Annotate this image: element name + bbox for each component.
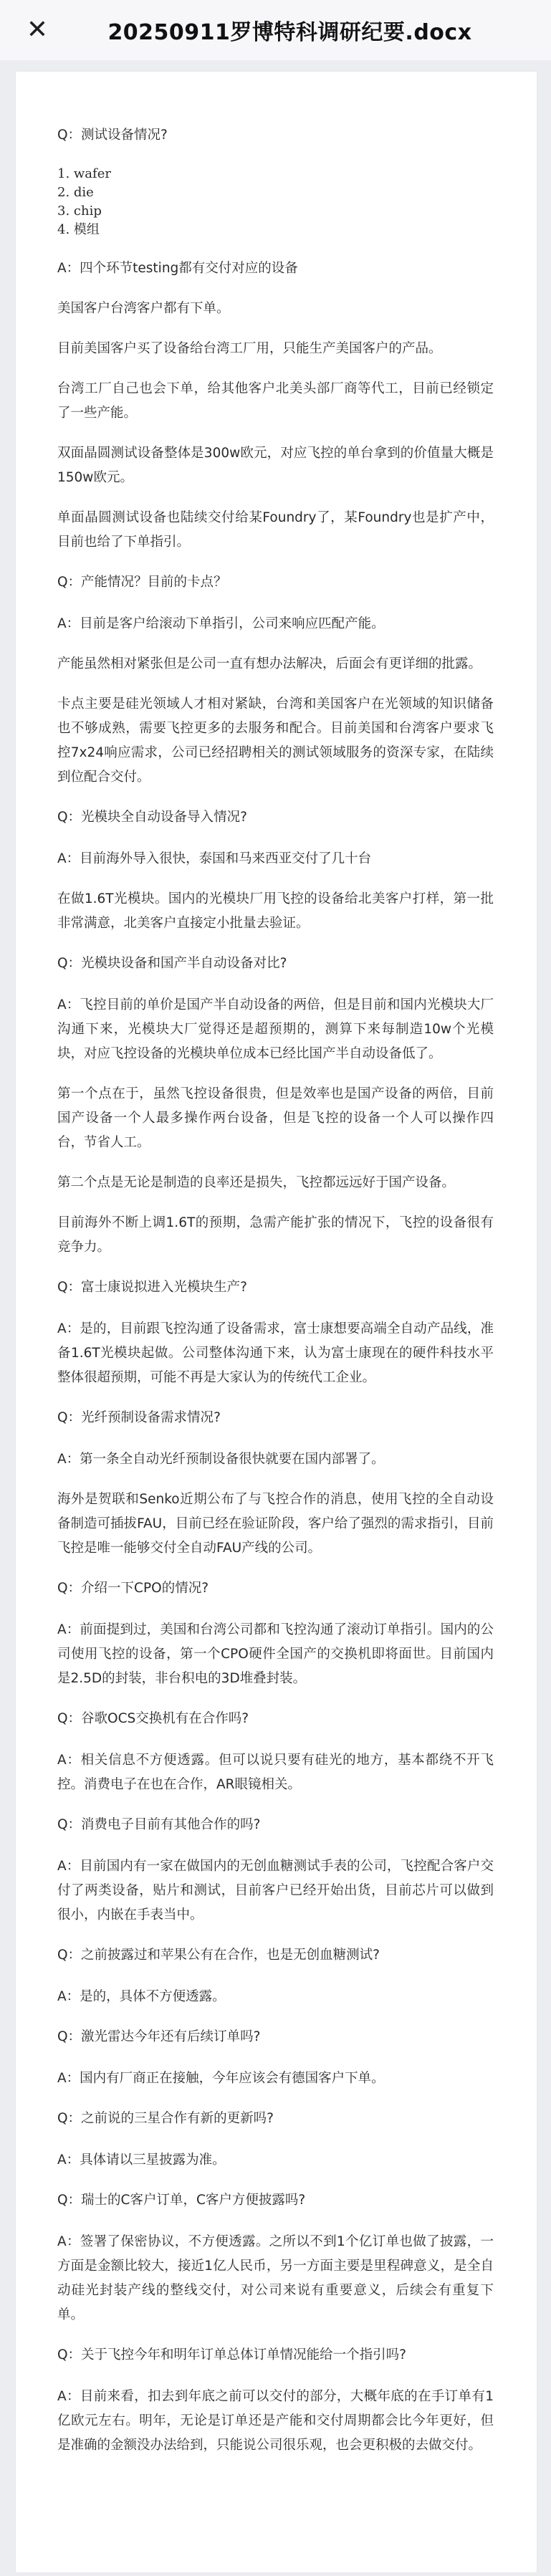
list-item: 1. wafer [57, 166, 111, 181]
document-title: 20250911罗博特科调研纪要.docx [107, 20, 472, 45]
answer-paragraph: A：目前来看，扣去到年底之前可以交付的部分，大概年底的在手订单有1亿欧元左右。明年，无论是订单还是产能和交付周期都会比今年更好，但是准确的金额没办法给到，只能说公司很乐观，也会更积极的去做交付。 [57, 2389, 494, 2453]
body-paragraph: 第一个点在于，虽然飞控设备很贵，但是效率也是国产设备的两倍，目前国产设备一个人最多操作两台设备，但是飞控的设备一个人可以操作四台，节省人工。 [57, 1086, 494, 1150]
list-item: 4. 模组 [57, 222, 100, 237]
question-paragraph: Q：介绍一下CPO的情况? [57, 1581, 209, 1596]
list-item: 2. die [57, 185, 94, 200]
question-paragraph: Q：之前说的三星合作有新的更新吗? [57, 2111, 274, 2126]
body-paragraph: 第二个点是无论是制造的良率还是损失，飞控都远远好于国产设备。 [57, 1175, 456, 1190]
question-paragraph: Q：谷歌OCS交换机有在合作吗? [57, 1711, 249, 1726]
title-bar [0, 0, 551, 60]
question-paragraph: Q：激光雷达今年还有后续订单吗? [57, 2029, 261, 2044]
question-paragraph: Q：光模块全自动设备导入情况? [57, 810, 247, 825]
answer-paragraph: A：具体请以三星披露为准。 [57, 2153, 226, 2168]
answer-paragraph: A：目前海外导入很快，泰国和马来西亚交付了几十台 [57, 851, 372, 866]
question-paragraph: Q：之前披露过和苹果公有在合作，也是无创血糖测试? [57, 1948, 380, 1963]
answer-paragraph: A：是的，具体不方便透露。 [57, 1989, 226, 2004]
answer-paragraph: A：目前国内有一家在做国内的无创血糖测试手表的公司，飞控配合客户交付了两类设备，贴片和测试，目前客户已经开始出货，目前芯片可以做到很小，内嵌在手表当中。 [57, 1859, 494, 1923]
answer-paragraph: A：飞控目前的单价是国产半自动设备的两倍，但是目前和国内光模块大厂沟通下来，光模块大厂觉得还是超预期的，测算下来每制造10w个光模块，对应飞控设备的光模块单位成本已经比国产半自动设备低了。 [57, 997, 494, 1061]
body-paragraph: 产能虽然相对紧张但是公司一直有想办法解决，后面会有更详细的批露。 [57, 656, 482, 671]
question-paragraph: Q：关于飞控今年和明年订单总体订单情况能给一个指引吗? [57, 2347, 406, 2362]
answer-paragraph: A：是的，目前跟飞控沟通了设备需求，富士康想要高端全自动产品线，准备1.6T光模块起做。公司整体沟通下来，认为富士康现在的硬件科技水平整体很超预期，可能不再是大家认为的传统代工企业。 [57, 1321, 494, 1385]
list-item: 3. chip [57, 204, 102, 219]
testing-stage-list [57, 165, 494, 239]
question-paragraph: Q：产能情况？目前的卡点？ [57, 575, 227, 590]
document-body [57, 257, 494, 2458]
answer-paragraph: A：前面提到过，美国和台湾公司都和飞控沟通了滚动订单指引。国内的公司使用飞控的设备，第一个CPO硬件全国产的交换机即将面世。目前国内是2.5D的封装，非台积电的3D堆叠封装。 [57, 1622, 494, 1686]
document-page [16, 72, 537, 2572]
body-paragraph: 目前美国客户买了设备给台湾工厂用，只能生产美国客户的产品。 [57, 341, 442, 356]
body-paragraph: 卡点主要是硅光领域人才相对紧缺，台湾和美国客户在光领域的知识储备也不够成熟，需要飞控更多的去服务和配合。目前美国和台湾客户要求飞控7x24响应需求，公司已经招聘相关的测试领域服务的资深专家，在陆续到位配合交付。 [57, 696, 494, 785]
body-paragraph: 目前海外不断上调1.6T的预期，急需产能扩张的情况下，飞控的设备很有竞争力。 [57, 1215, 494, 1255]
answer-paragraph: A：第一条全自动光纤预制设备很快就要在国内部署了。 [57, 1452, 385, 1467]
body-paragraph: 海外是贺联和Senko近期公布了与飞控合作的消息，使用飞控的全自动设备制造可插拔FAU，目前已经在验证阶段，客户给了强烈的需求指引，目前飞控是唯一能够交付全自动FAU产线的公司。 [57, 1492, 494, 1556]
body-paragraph: 台湾工厂自己也会下单，给其他客户北美头部厂商等代工，目前已经锁定了一些产能。 [57, 381, 494, 421]
question-paragraph: Q：瑞士的C客户订单，C客户方便披露吗? [57, 2193, 306, 2208]
answer-paragraph: A：国内有厂商正在接触，今年应该会有德国客户下单。 [57, 2071, 385, 2086]
question-paragraph: Q：光纤预制设备需求情况? [57, 1410, 221, 1425]
body-paragraph: 单面晶圆测试设备也陆续交付给某Foundry了，某Foundry也是扩产中，目前也给了下单指引。 [57, 510, 494, 550]
answer-paragraph: A：相关信息不方便透露。但可以说只要有硅光的地方，基本都绕不开飞控。消费电子在也在合作，AR眼镜相关。 [57, 1753, 494, 1792]
question-paragraph: Q：光模块设备和国产半自动设备对比? [57, 956, 287, 971]
intro-question: Q：测试设备情况? [57, 128, 168, 143]
question-paragraph: Q：消费电子目前有其他合作的吗? [57, 1817, 261, 1832]
question-paragraph: Q：富士康说拟进入光模块生产? [57, 1280, 247, 1295]
body-paragraph: 双面晶圆测试设备整体是300w欧元，对应飞控的单台拿到的价值量大概是150w欧元。 [57, 446, 494, 485]
answer-paragraph: A：目前是客户给滚动下单指引，公司来响应匹配产能。 [57, 616, 385, 631]
close-icon[interactable]: ✕ [26, 15, 49, 44]
answer-paragraph: A：签署了保密协议，不方便透露。之所以不到1个亿订单也做了披露，一方面是金额比较大，接近1亿人民币，另一方面主要是里程碑意义，是全自动硅光封装产线的整线交付，对公司来说有重要意义，后续会有重复下单。 [57, 2234, 494, 2322]
body-paragraph: 美国客户台湾客户都有下单。 [57, 301, 230, 316]
body-paragraph: 在做1.6T光模块。国内的光模块厂用飞控的设备给北美客户打样，第一批非常满意，北美客户直接定小批量去验证。 [57, 891, 494, 931]
answer-paragraph: A：四个环节testing都有交付对应的设备 [57, 261, 298, 276]
